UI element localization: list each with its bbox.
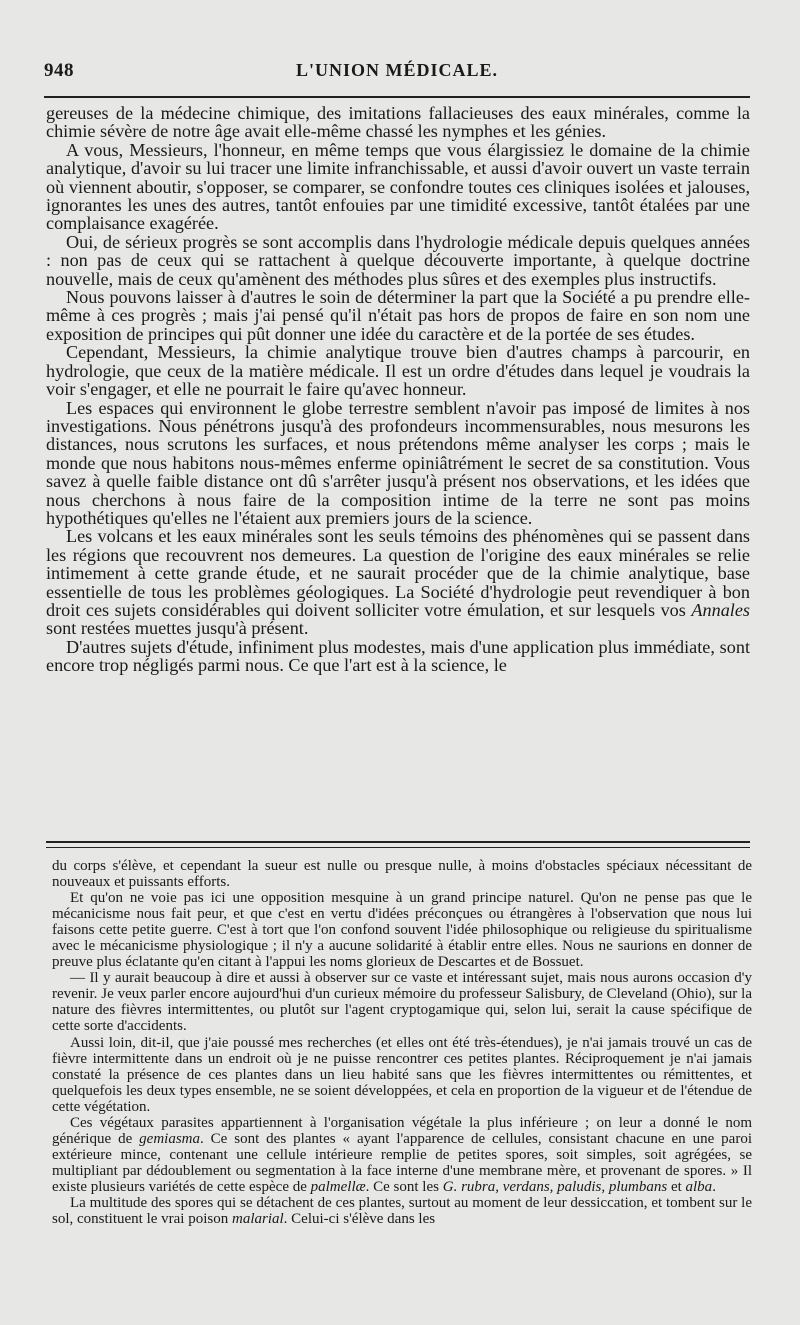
note-5-a: Ces végétaux parasites appartiennent à l'organisation végétale la plus inférieure ; on leur a donné le nom générique de bbox=[52, 1114, 752, 1147]
paragraph-6: Les espaces qui environnent le globe terrestre semblent n'avoir pas imposé de limites à nos investigations. Nous pénétrons jusqu'à des profondeurs incommensurables, nous mesurons les distances, nous scrutons les surfaces, et nous prétendons même analyser les corps ; mais le monde que nous habitons nous-mêmes enferme opiniâtrément le secret de sa constitution. Vous savez à quelle faible distance ont dû s'arrêter jusqu'à présent nos observations, et les idées que nous cherchons à nous faire de la composition intime de la terre ne sont pas moins hypothétiques qu'elles ne l'étaient aux premiers jours de la science. bbox=[46, 397, 750, 528]
note-5-b: . Ce sont des plantes « ayant l'apparence de cellules, consistant chacune en une paroi extérieure mince, contenant une cellule intérieure remplie de petites spores, soit simples, soit agrégées, se multipliant par dédoublement ou segmentation à la face interne d'une membrane mère, et provenant de spores. » Il existe plusieurs variétés de cette espèce de bbox=[52, 1130, 752, 1195]
paragraph-3: Oui, de sérieux progrès se sont accomplis dans l'hydrologie médicale depuis quelques années : non pas de ceux qui se rattachent à quelque découverte importante, à quelque doctrine nouvelle, mais de ceux qu'amènent des méthodes plus sûres et des exemples plus instructifs. bbox=[46, 231, 750, 289]
paragraph-7-end: sont restées muettes jusqu'à présent. bbox=[46, 618, 309, 639]
note-5-d: et bbox=[667, 1178, 686, 1195]
footnote-text bbox=[52, 858, 752, 1227]
note-5-species: G. rubra, verdans, paludis, plumbans bbox=[442, 1178, 668, 1195]
paragraph-4: Nous pouvons laisser à d'autres le soin de déterminer la part que la Société a pu prendre elle-même à ces progrès ; mais j'ai pensé qu'il n'était pas hors de propos de faire en son nom une exposition de principes qui pût donner une idée du caractère et de la portée de ses études. bbox=[46, 287, 750, 344]
note-3: — Il y aurait beaucoup à dire et aussi à observer sur ce vaste et intéressant sujet, mais nous aurons occasion d'y revenir. Je veux parler encore aujourd'hui d'un curieux mémoire du professeur Salisbury, de Cleveland (Ohio), sur la nature des fièvres intermittentes, ou plutôt sur l'agent cryptogamique qui, selon lui, serait la cause spécifique de cette sorte d'accidents. bbox=[52, 970, 752, 1035]
running-title: L'UNION MÉDICALE. bbox=[295, 60, 499, 80]
main-text bbox=[46, 104, 750, 675]
note-5-c: . Ce sont les bbox=[365, 1178, 443, 1195]
note-2: Et qu'on ne voie pas ici une opposition mesquine à un grand principe naturel. Qu'on ne pense pas que le mécanicisme nous fait peur, et que c'est en vertu d'idées préconçues ou étrangères à l'observation que nous lui faisons cette petite guerre. C'est à tort que l'on confond souvent l'idée philosophique ou religieuse du spiritualisme avec le mécanicisme physiologique ; il n'y a aucune solidarité à établir entre elles. Nous ne saurions en donner de preuve plus éclatante qu'en citant à l'appui les noms glorieux de Descartes et de Bossuet. bbox=[52, 890, 752, 971]
paragraph-7-text: Les volcans et les eaux minérales sont les seuls témoins des phénomènes qui se passent dans les régions que recouvrent nos demeures. La question de l'origine des eaux minérales se relie intimement à cette grande étude, et ne saurait procéder que de la chimie analytique, base essentielle de tous les problèmes géologiques. La Société d'hydrologie peut revendiquer à bon droit ces sujets considérables qui doivent solliciter votre émulation, et sur lesquels vos bbox=[46, 526, 750, 620]
footnote-rule bbox=[46, 841, 750, 848]
page-header bbox=[44, 60, 750, 86]
note-6-b: . Celui-ci s'élève dans les bbox=[283, 1211, 436, 1228]
note-5-e: . bbox=[712, 1178, 716, 1195]
note-5-gemiasma: gemiasma bbox=[139, 1130, 200, 1147]
note-6-a: La multitude des spores qui se détachent de ces plantes, surtout au moment de leur dessiccation, et tombent sur le sol, constituent le vrai poison bbox=[52, 1194, 752, 1228]
note-5 bbox=[52, 1115, 752, 1195]
note-1: du corps s'élève, et cependant la sueur est nulle ou presque nulle, à moins d'obstacles spéciaux nécessitant de nouveaux et puissants efforts. bbox=[52, 858, 752, 891]
header-rule bbox=[44, 96, 750, 98]
paragraph-1: gereuses de la médecine chimique, des imitations fallacieuses des eaux minérales, comme la chimie sévère de notre âge avait elle-même chassé les nymphes et les génies. bbox=[46, 103, 750, 142]
annales-title: Annales bbox=[691, 599, 750, 620]
note-6-malarial: malarial bbox=[231, 1211, 284, 1228]
paragraph-8: D'autres sujets d'étude, infiniment plus modestes, mais d'une application plus immédiate, sont encore trop négligés parmi nous. Ce que l'art est à la science, le bbox=[46, 636, 750, 676]
paragraph-7 bbox=[46, 527, 750, 637]
note-5-palmellae: palmellæ bbox=[310, 1178, 366, 1195]
page-number: 948 bbox=[44, 60, 74, 81]
note-5-alba: alba bbox=[685, 1178, 713, 1195]
note-4: Aussi loin, dit-il, que j'aie poussé mes recherches (et elles ont été très-étendues), je n'ai jamais trouvé un cas de fièvre intermittente dans un endroit où je ne puisse rencontrer ces petites plantes. Réciproquement je n'ai jamais constaté la présence de ces plantes dans un lieu habité sans que les fièvres intermittentes ou rémittentes, et quelquefois les deux types ensemble, ne se soient développées, et cela en proportion de la vigueur et de l'étendue de cette végétation. bbox=[52, 1034, 752, 1115]
paragraph-5: Cependant, Messieurs, la chimie analytique trouve bien d'autres champs à parcourir, en hydrologie, que ceux de la matière médicale. Il est un ordre d'études dans lequel je voudrais la voir s'engager, et elle ne pourrait le faire qu'avec honneur. bbox=[46, 342, 750, 400]
paragraph-2: A vous, Messieurs, l'honneur, en même temps que vous élargissiez le domaine de la chimie analytique, d'avoir su lui tracer une limite infranchissable, et aussi d'avoir ouvert un vaste terrain où viennent aboutir, s'opposer, se comparer, se confondre toutes ces cliniques isolées et jalouses, ignorantes les unes des autres, tantôt enfouies par une timidité excessive, tantôt étalées par une complaisance exagérée. bbox=[46, 139, 750, 234]
note-6 bbox=[52, 1195, 752, 1227]
